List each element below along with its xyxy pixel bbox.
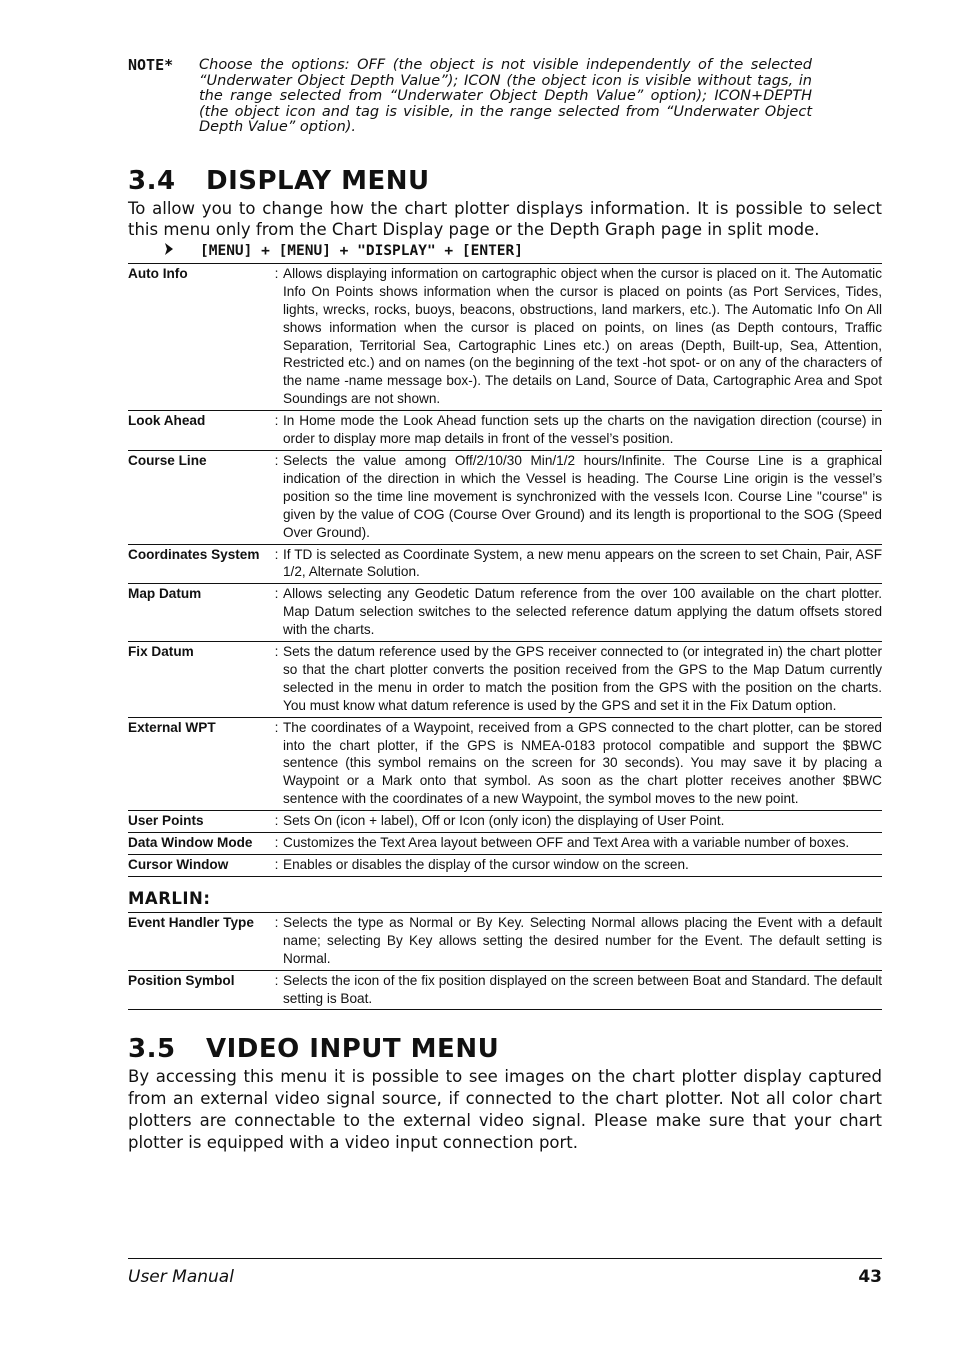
menu-description: The coordinates of a Waypoint, received from a GPS connected to the chart plotter, can be stored into the chart plotter, if the GPS is NMEA-0183 protocol compatible and support the $BWC sentence (this symbol remains on the screen for 30 seconds). You may save it by placing a Waypoint or a Mark onto that symbol. As soon as the chart plotter receives another $BWC sentence with the coordinates of a new Waypoint, the symbol moves to the new point. bbox=[283, 719, 882, 807]
menu-description: Selects the icon of the fix position displayed on the screen between Boat and Standard. The default setting is Boat. bbox=[283, 972, 882, 1006]
section-heading-video-input-menu bbox=[128, 1034, 882, 1064]
menu-term: Auto Info bbox=[128, 265, 188, 281]
menu-term: Event Handler Type bbox=[128, 914, 254, 930]
colon-separator: : bbox=[274, 857, 279, 872]
colon-separator: : bbox=[274, 813, 279, 829]
section-heading-display-menu bbox=[128, 166, 882, 196]
command-text: [MENU] + [MENU] + "DISPLAY" + [ENTER] bbox=[200, 242, 524, 259]
colon-separator: : bbox=[274, 644, 279, 660]
colon-separator: : bbox=[274, 914, 279, 930]
menu-term: Fix Datum bbox=[128, 644, 194, 660]
colon-separator: : bbox=[274, 413, 279, 429]
section-intro: By accessing this menu it is possible to see images on the chart plotter display captured from an external video signal source, if connected to the chart plotter. Not all color chart plotters are connectable to the external video signal. Please make sure that your chart plotter is equipped with a video input connection port. bbox=[128, 1067, 882, 1152]
menu-term: Cursor Window bbox=[128, 857, 229, 872]
menu-row bbox=[128, 584, 882, 642]
display-menu-table bbox=[128, 264, 882, 877]
menu-description: Allows selecting any Geodetic Datum reference from the over 100 available on the chart plotter. Map Datum selection switches to the selected reference datum applying the datum offsets stored with the charts. bbox=[283, 586, 882, 638]
menu-description: Customizes the Text Area layout between OFF and Text Area with a variable number of boxes. bbox=[283, 835, 850, 851]
menu-term: Course Line bbox=[128, 452, 207, 468]
menu-term: Map Datum bbox=[128, 586, 202, 602]
colon-separator: : bbox=[274, 835, 279, 851]
marlin-menu-table bbox=[128, 912, 882, 1011]
menu-term: User Points bbox=[128, 813, 204, 829]
note-block bbox=[128, 58, 882, 136]
menu-description: Allows displaying information on cartographic object when the cursor is placed on it. The Automatic Info On Points shows information when the cursor is placed on points (as Port Services, Tides, lights, wrecks, rocks, buoys, beacons, obstructions, land markers, etc.). The Automatic Info On All shows information when the cursor is placed on points, on lines (as Depth contours, Traffic Separation, Territorial Sea, Cartographic Lines etc.) on areas (Depth, Built-up, Sea, Attention, Restricted etc.) and on names (on the beginning of the text -hot spot- or on any of the characters of the name -name message box-). The details on Land, Source of Data, Cartographic Area and Spot Soundings are not shown. bbox=[283, 265, 882, 407]
note-text: Choose the options: OFF (the object is not visible independently of the selected “Underwater Object Depth Value”); ICON (the object icon is visible without tags, in the range selected from “Underwater Object Depth Value” option); ICON+DEPTH (the object icon and tag is visible, in the range selected from “Underwater Object Depth Value” option). bbox=[199, 57, 812, 135]
section-intro: To allow you to change how the chart plotter displays information. It is possible to select this menu only from the Chart Display page or the Depth Graph page in split mode. bbox=[128, 198, 882, 240]
menu-row bbox=[128, 264, 882, 411]
menu-term: Data Window Mode bbox=[128, 835, 253, 851]
menu-row bbox=[128, 450, 882, 544]
menu-description: Sets On (icon + label), Off or Icon (only icon) the displaying of User Point. bbox=[283, 813, 725, 829]
page-content bbox=[128, 58, 882, 1153]
menu-row bbox=[128, 811, 882, 833]
menu-description: If TD is selected as Coordinate System, a new menu appears on the screen to set Chain, Pair, ASF 1/2, Alternate Solution. bbox=[283, 546, 882, 580]
menu-row bbox=[128, 642, 882, 718]
menu-row bbox=[128, 717, 882, 811]
page-footer bbox=[128, 1258, 882, 1287]
chevron-right-icon bbox=[162, 240, 200, 261]
command-path bbox=[128, 241, 882, 264]
colon-separator: : bbox=[274, 972, 279, 988]
colon-separator: : bbox=[274, 452, 279, 468]
marlin-subhead: MARLIN: bbox=[128, 888, 211, 908]
section-number: 3.4 bbox=[128, 165, 176, 196]
menu-description: Enables or disables the display of the cursor window on the screen. bbox=[283, 857, 689, 872]
note-label: NOTE* bbox=[128, 56, 174, 74]
menu-row bbox=[128, 833, 882, 855]
page-number: 43 bbox=[858, 1267, 882, 1287]
section-number: 3.5 bbox=[128, 1034, 176, 1065]
menu-description: Selects the value among Off/2/10/30 Min/1/2 hours/Infinite. The Course Line is a graphical indication of the direction in which the Vessel is heading. The Course Line origin is the vessel’s position so the time line movement is synchronized with the vessels Icon. Course Line "course" is given by the value of COG (Course Over Ground) and its length is proportional to the SOG (Speed Over Ground). bbox=[283, 452, 882, 540]
colon-separator: : bbox=[274, 719, 279, 735]
menu-description: Sets the datum reference used by the GPS receiver connected to (or integrated in) the chart plotter so that the chart plotter converts the position received from the GPS to the Map Datum currently selected in the menu in order to match the position from the GPS with the position on the charts. You must know what datum reference is used by the GPS and set it in the Fix Datum option. bbox=[283, 644, 882, 713]
colon-separator: : bbox=[274, 265, 279, 281]
colon-separator: : bbox=[274, 546, 279, 562]
colon-separator: : bbox=[274, 586, 279, 602]
section-title: DISPLAY MENU bbox=[206, 165, 430, 196]
menu-description: In Home mode the Look Ahead function sets up the charts on the navigation direction (course) in order to display more map details in front of the vessel’s position. bbox=[283, 413, 882, 447]
footer-title: User Manual bbox=[128, 1267, 234, 1287]
menu-row bbox=[128, 970, 882, 1010]
menu-row bbox=[128, 411, 882, 451]
menu-term: Coordinates System bbox=[128, 546, 260, 562]
menu-term: Position Symbol bbox=[128, 972, 235, 988]
menu-description: Selects the type as Normal or By Key. Selecting Normal allows placing the Event with a default name; selecting By Key allows setting the desired number for the Event. The default setting is Normal. bbox=[283, 914, 882, 966]
section-title: VIDEO INPUT MENU bbox=[206, 1034, 500, 1065]
menu-term: External WPT bbox=[128, 719, 216, 735]
menu-term: Look Ahead bbox=[128, 413, 206, 429]
menu-row bbox=[128, 855, 882, 877]
menu-row bbox=[128, 912, 882, 970]
menu-row bbox=[128, 544, 882, 584]
